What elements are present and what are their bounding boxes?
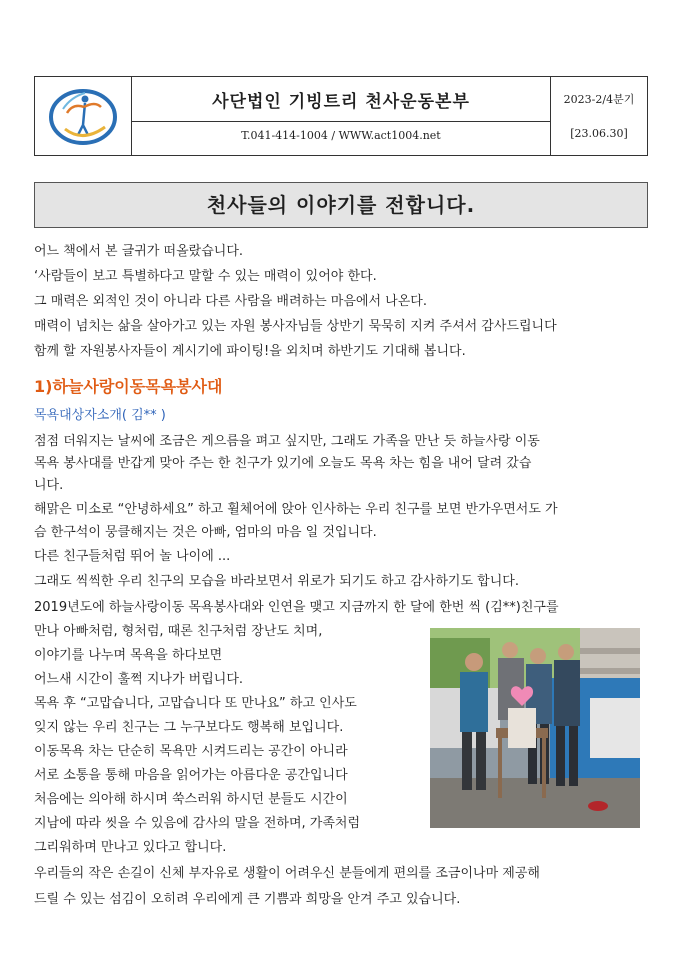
body-line: 우리들의 작은 손길이 신체 부자유로 생활이 어려우신 분들에게 편의를 조금이나마 제공해 <box>34 866 540 881</box>
angel-logo-icon <box>35 77 131 155</box>
volunteer-group-photo <box>430 628 640 828</box>
document-header <box>34 76 648 156</box>
body-line: 목욕 봉사대를 반갑게 맞아 주는 한 친구가 있기에 오늘도 목욕 차는 힘을 내어 달려 갔습 <box>34 456 532 471</box>
body-line: 해맑은 미소로 “안녕하세요” 하고 휠체어에 앉아 인사하는 우리 친구를 보면 반가우면서도 가 <box>34 502 558 517</box>
org-cell <box>132 77 551 155</box>
logo-cell <box>35 77 132 155</box>
org-name: 사단법인 기빙트리 천사운동본부 <box>132 83 550 122</box>
intro-line: 어느 책에서 본 글귀가 떠올랐습니다. <box>34 244 244 259</box>
body-line: 잊지 않는 우리 친구는 그 누구보다도 행복해 보입니다. <box>34 720 344 735</box>
body-line: 그리워하며 만나고 있다고 합니다. <box>34 840 227 855</box>
section-heading: 1)하늘사랑이동목욕봉사대 <box>34 377 223 396</box>
body-line: 이야기를 나누며 목욕을 하다보면 <box>34 648 223 663</box>
body-line: 다른 친구들처럼 뛰어 놀 나이에 ... <box>34 549 231 564</box>
section-subheading: 목욕대상자소개( 김** ) <box>34 408 166 423</box>
body-line: 슴 한구석이 뭉클해지는 것은 아빠, 엄마의 마음 일 것입니다. <box>34 525 377 540</box>
issue-quarter: 2023-2/4분기 <box>563 93 635 106</box>
body-line: 그래도 씩씩한 우리 친구의 모습을 바라보면서 위로가 되기도 하고 감사하기도 합니다. <box>34 574 519 589</box>
intro-line: 그 매력은 외적인 것이 아니라 다른 사람을 배려하는 마음에서 나온다. <box>34 294 427 309</box>
intro-line: ‘사람들이 보고 특별하다고 말할 수 있는 매력이 있어야 한다. <box>34 269 377 284</box>
body-line: 이동목욕 차는 단순히 목욕만 시켜드리는 공간이 아니라 <box>34 744 348 759</box>
issue-date: [23.06.30] <box>570 127 628 140</box>
page-title: 천사들의 이야기를 전합니다. <box>34 182 648 228</box>
body-line: 서로 소통을 통해 마음을 읽어가는 아름다운 공간입니다 <box>34 768 348 783</box>
org-contact: T.041-414-1004 / WWW.act1004.net <box>241 129 441 142</box>
body-line: 지남에 따라 씻을 수 있음에 감사의 말을 전하며, 가족처럼 <box>34 816 361 831</box>
body-line: 어느새 시간이 훌쩍 지나가 버립니다. <box>34 672 244 687</box>
body-line: 드릴 수 있는 섬김이 오히려 우리에게 큰 기쁨과 희망을 안겨 주고 있습니다. <box>34 892 461 907</box>
intro-line: 매력이 넘치는 삶을 살아가고 있는 자원 봉사자님들 상반기 묵묵히 지켜 주셔서 감사드립니다 <box>34 319 557 334</box>
issue-cell <box>551 77 647 155</box>
body-line: 처음에는 의아해 하시며 쑥스러워 하시던 분들도 시간이 <box>34 792 348 807</box>
body-line: 만나 아빠처럼, 형처럼, 때론 친구처럼 장난도 치며, <box>34 624 323 639</box>
body-line: 점점 더워지는 날씨에 조금은 게으름을 펴고 싶지만, 그래도 가족을 만난 듯 하늘사랑 이동 <box>34 434 540 449</box>
body-line: 2019년도에 하늘사랑이동 목욕봉사대와 인연을 맺고 지금까지 한 달에 한번 씩 (김**)친구를 <box>34 600 559 615</box>
body-line: 니다. <box>34 478 64 493</box>
intro-line: 함께 할 자원봉사자들이 계시기에 파이팅!을 외치며 하반기도 기대해 봅니다. <box>34 344 466 359</box>
body-line: 목욕 후 “고맙습니다, 고맙습니다 또 만나요” 하고 인사도 <box>34 696 357 711</box>
